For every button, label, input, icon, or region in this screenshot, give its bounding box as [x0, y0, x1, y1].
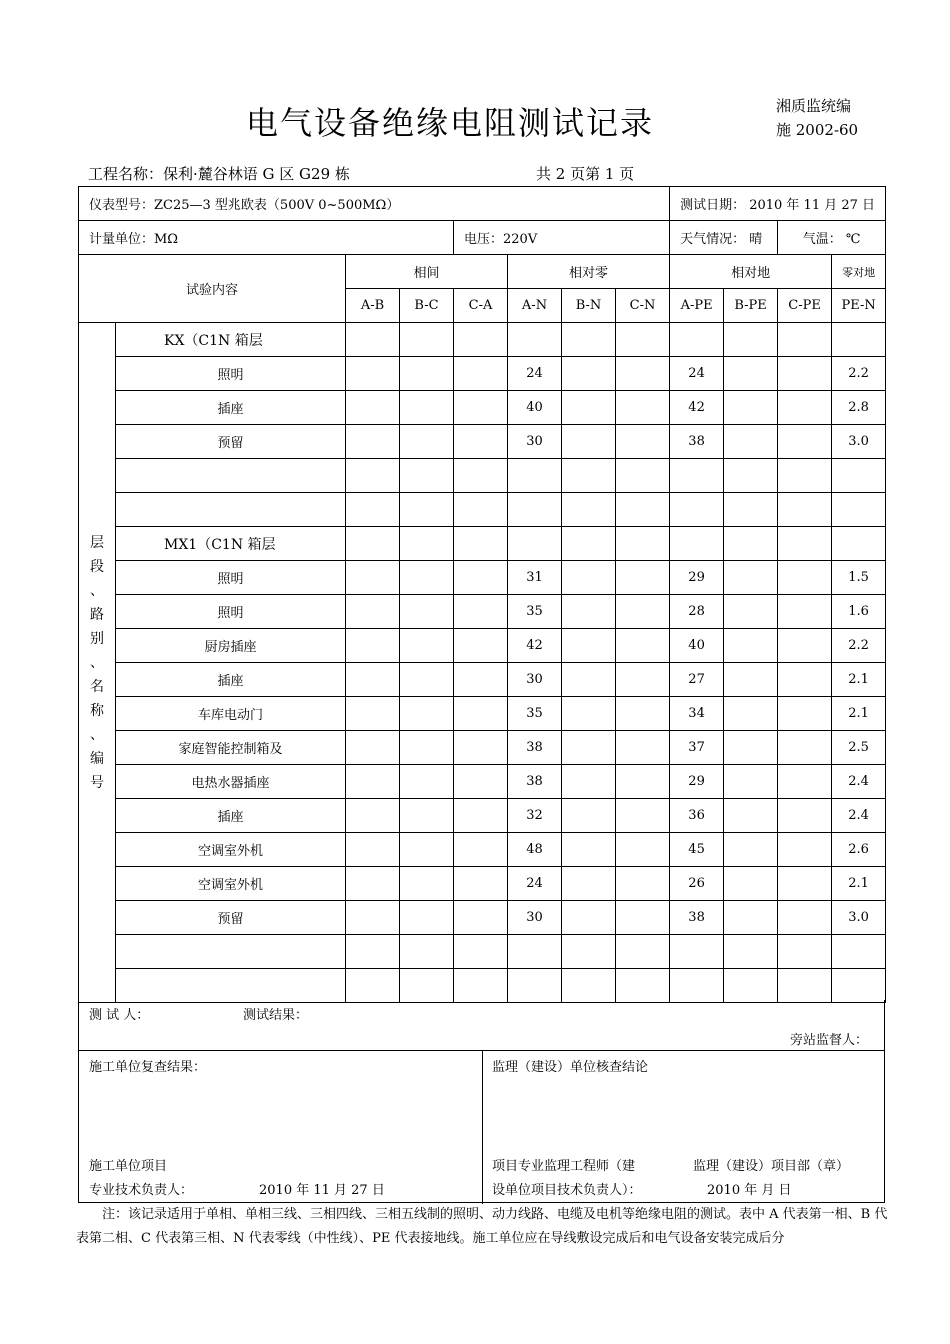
circuit-name: 插座 [116, 391, 346, 425]
contractor-date: 2010 年 11 月 27 日 [259, 1183, 385, 1198]
reading-b-pe [724, 357, 778, 391]
table-row [79, 493, 886, 527]
table-row [79, 561, 886, 595]
reading-c-pe [778, 527, 832, 561]
reading-c-pe [778, 935, 832, 969]
reading-a-n [508, 493, 562, 527]
circuit-name: 预留 [116, 425, 346, 459]
reading-b-n [562, 391, 616, 425]
reading-a-pe: 38 [670, 425, 724, 459]
subheader-c-pe: C-PE [778, 289, 832, 323]
table-row [79, 459, 886, 493]
circuit-name: 预留 [116, 901, 346, 935]
reading-b-pe [724, 323, 778, 357]
segment-name-char: 编 [90, 750, 104, 767]
reading-c-pe [778, 969, 832, 1003]
reading-a-n: 30 [508, 425, 562, 459]
reading-a-n: 24 [508, 867, 562, 901]
circuit-name: 照明 [116, 561, 346, 595]
reading-c-a [454, 901, 508, 935]
reading-a-n: 38 [508, 731, 562, 765]
reading-b-n [562, 765, 616, 799]
reading-c-n [616, 493, 670, 527]
reading-c-n [616, 323, 670, 357]
reading-b-c [400, 527, 454, 561]
reading-a-n [508, 527, 562, 561]
reading-b-pe [724, 425, 778, 459]
reading-c-a [454, 323, 508, 357]
review-section [78, 1050, 885, 1203]
header-test-content: 试验内容 [79, 255, 346, 323]
reading-b-n [562, 527, 616, 561]
reading-c-n [616, 799, 670, 833]
reading-b-c [400, 901, 454, 935]
reading-b-pe [724, 867, 778, 901]
reading-b-n [562, 323, 616, 357]
reading-b-c [400, 357, 454, 391]
table-row [79, 391, 886, 425]
circuit-name: 空调室外机 [116, 833, 346, 867]
reading-b-c [400, 833, 454, 867]
reading-c-n [616, 595, 670, 629]
table-row [79, 323, 886, 357]
temperature: 气温： ℃ [778, 221, 886, 255]
table-row [79, 731, 886, 765]
reading-a-b [346, 629, 400, 663]
segment-name-char: 、 [90, 654, 104, 671]
reading-b-c [400, 595, 454, 629]
header-phase-to-neutral: 相对零 [508, 255, 670, 289]
reading-c-a [454, 425, 508, 459]
supervisor-label: 旁站监督人： [789, 1033, 868, 1048]
reading-b-c [400, 731, 454, 765]
reading-b-pe [724, 459, 778, 493]
table-row [79, 765, 886, 799]
circuit-name [116, 459, 346, 493]
reading-pe-n: 3.0 [832, 425, 886, 459]
reading-b-n [562, 425, 616, 459]
contractor-review-label: 施工单位复查结果： [89, 1060, 207, 1075]
reading-c-a [454, 799, 508, 833]
reading-pe-n: 2.2 [832, 357, 886, 391]
reading-a-pe: 29 [670, 561, 724, 595]
reading-a-n: 35 [508, 697, 562, 731]
reading-c-n [616, 561, 670, 595]
reading-c-n [616, 527, 670, 561]
table-row [79, 799, 886, 833]
circuit-name: 插座 [116, 663, 346, 697]
reading-c-pe [778, 357, 832, 391]
reading-c-n [616, 425, 670, 459]
reading-pe-n [832, 969, 886, 1003]
reading-c-n [616, 629, 670, 663]
reading-a-n: 30 [508, 663, 562, 697]
segment-name-char: 别 [90, 630, 104, 647]
reading-pe-n: 1.5 [832, 561, 886, 595]
reading-a-n: 35 [508, 595, 562, 629]
segment-name-char: 段 [90, 558, 104, 575]
test-date: 测试日期： 2010 年 11 月 27 日 [670, 187, 886, 221]
reading-c-a [454, 629, 508, 663]
segment-name-char: 层 [90, 534, 104, 551]
table-row [79, 935, 886, 969]
reading-pe-n: 2.2 [832, 629, 886, 663]
reading-a-pe: 36 [670, 799, 724, 833]
circuit-name: 空调室外机 [116, 867, 346, 901]
reading-a-pe: 26 [670, 867, 724, 901]
reading-c-pe [778, 833, 832, 867]
reading-a-b [346, 391, 400, 425]
reading-a-b [346, 527, 400, 561]
reading-a-n: 32 [508, 799, 562, 833]
reading-b-c [400, 935, 454, 969]
reading-a-pe [670, 493, 724, 527]
reading-pe-n: 2.1 [832, 697, 886, 731]
weather: 天气情况： 晴 [670, 221, 778, 255]
table-row [79, 527, 886, 561]
segment-name-char: 、 [90, 726, 104, 743]
subheader-pe-n: PE-N [832, 289, 886, 323]
reading-a-b [346, 425, 400, 459]
reading-a-pe: 29 [670, 765, 724, 799]
table-row [79, 629, 886, 663]
reading-c-pe [778, 595, 832, 629]
reading-pe-n: 1.6 [832, 595, 886, 629]
reading-a-pe [670, 459, 724, 493]
reading-c-a [454, 595, 508, 629]
reading-b-pe [724, 697, 778, 731]
table-row [79, 697, 886, 731]
reading-c-pe [778, 561, 832, 595]
segment-name-label [79, 323, 116, 1003]
reading-pe-n: 2.1 [832, 663, 886, 697]
reading-pe-n: 2.6 [832, 833, 886, 867]
reading-a-b [346, 833, 400, 867]
reading-b-pe [724, 833, 778, 867]
reading-a-b [346, 901, 400, 935]
reading-c-n [616, 731, 670, 765]
reading-c-pe [778, 425, 832, 459]
reading-b-c [400, 969, 454, 1003]
circuit-name [116, 493, 346, 527]
reading-c-n [616, 663, 670, 697]
project-name: 工程名称：保利·麓谷林语 G 区 G29 栋 [88, 165, 350, 183]
reading-a-pe: 28 [670, 595, 724, 629]
reading-a-n: 42 [508, 629, 562, 663]
reading-a-b [346, 697, 400, 731]
reading-pe-n [832, 493, 886, 527]
reading-b-c [400, 459, 454, 493]
reading-c-n [616, 935, 670, 969]
reading-a-pe: 40 [670, 629, 724, 663]
subheader-b-pe: B-PE [724, 289, 778, 323]
reading-b-pe [724, 731, 778, 765]
reading-a-n: 31 [508, 561, 562, 595]
reading-pe-n: 3.0 [832, 901, 886, 935]
reading-pe-n: 2.5 [832, 731, 886, 765]
reading-c-pe [778, 765, 832, 799]
reading-a-b [346, 969, 400, 1003]
circuit-name: 厨房插座 [116, 629, 346, 663]
reading-b-n [562, 799, 616, 833]
reading-c-pe [778, 629, 832, 663]
circuit-name: 家庭智能控制箱及 [116, 731, 346, 765]
reading-a-pe [670, 323, 724, 357]
reading-b-n [562, 833, 616, 867]
reading-c-pe [778, 731, 832, 765]
reading-b-pe [724, 935, 778, 969]
supervision-date: 2010 年 月 日 [707, 1183, 792, 1198]
reading-a-pe [670, 935, 724, 969]
reading-pe-n [832, 935, 886, 969]
reading-c-n [616, 697, 670, 731]
circuit-name [116, 935, 346, 969]
reading-c-n [616, 867, 670, 901]
engineer-label-line1: 项目专业监理工程师（建 [492, 1159, 636, 1174]
reading-a-n [508, 459, 562, 493]
reading-c-n [616, 969, 670, 1003]
reading-a-n [508, 969, 562, 1003]
subheader-c-n: C-N [616, 289, 670, 323]
page-title: 电气设备绝缘电阻测试记录 [245, 104, 654, 142]
reading-c-n [616, 357, 670, 391]
supervision-conclusion-label: 监理（建设）单位核查结论 [492, 1060, 649, 1075]
subheader-b-c: B-C [400, 289, 454, 323]
page-count: 共 2 页第 1 页 [536, 165, 635, 183]
test-result-label: 测试结果： [243, 1008, 309, 1023]
reading-b-c [400, 493, 454, 527]
reading-c-pe [778, 697, 832, 731]
reading-c-pe [778, 459, 832, 493]
circuit-name: 插座 [116, 799, 346, 833]
reading-b-n [562, 629, 616, 663]
reading-c-a [454, 935, 508, 969]
reading-b-c [400, 765, 454, 799]
reading-a-b [346, 459, 400, 493]
reading-c-n [616, 833, 670, 867]
reading-a-n: 38 [508, 765, 562, 799]
table-row [79, 663, 886, 697]
reading-b-pe [724, 663, 778, 697]
reading-c-a [454, 697, 508, 731]
reading-a-b [346, 935, 400, 969]
reading-b-n [562, 561, 616, 595]
reading-c-a [454, 561, 508, 595]
table-row [79, 425, 886, 459]
subheader-b-n: B-N [562, 289, 616, 323]
reading-a-b [346, 493, 400, 527]
reading-b-c [400, 663, 454, 697]
reading-b-c [400, 799, 454, 833]
reading-c-a [454, 663, 508, 697]
reading-a-b [346, 731, 400, 765]
tester-label: 测 试 人： [89, 1008, 150, 1023]
reading-a-b [346, 323, 400, 357]
table-row [79, 833, 886, 867]
footnote: 注：该记录适用于单相、单相三线、三相四线、三相五线制的照明、动力线路、电缆及电机等绝缘电阻的测试。表中 A 代表第一相、B 代表第二相、C 代表第三相、N 代表零线（中性线）、PE 代表接地线。施工单位应在导线敷设完成后和电气设备安装完成后分 [76, 1207, 888, 1246]
reading-c-a [454, 527, 508, 561]
contractor-project-label: 施工单位项目 [89, 1159, 168, 1174]
reading-b-n [562, 901, 616, 935]
reading-b-pe [724, 969, 778, 1003]
reading-a-b [346, 561, 400, 595]
reading-a-b [346, 595, 400, 629]
reading-pe-n: 2.4 [832, 765, 886, 799]
reading-c-a [454, 867, 508, 901]
reading-b-n [562, 731, 616, 765]
segment-name-char: 称 [90, 702, 104, 719]
circuit-name: MX1（C1N 箱层 [116, 527, 346, 561]
reading-c-pe [778, 493, 832, 527]
reading-c-n [616, 459, 670, 493]
reading-pe-n: 2.4 [832, 799, 886, 833]
test-record-table [78, 186, 886, 1003]
measure-unit: 计量单位：MΩ [79, 221, 454, 255]
circuit-name: 车库电动门 [116, 697, 346, 731]
reading-c-a [454, 969, 508, 1003]
table-row [79, 901, 886, 935]
form-code-line2: 施 2002-60 [776, 121, 859, 139]
reading-pe-n [832, 459, 886, 493]
reading-b-pe [724, 901, 778, 935]
header-phase-to-ground: 相对地 [670, 255, 832, 289]
form-code [776, 94, 858, 142]
reading-c-pe [778, 323, 832, 357]
reading-a-pe [670, 527, 724, 561]
subheader-a-n: A-N [508, 289, 562, 323]
reading-a-pe: 42 [670, 391, 724, 425]
reading-a-pe: 37 [670, 731, 724, 765]
reading-b-c [400, 697, 454, 731]
reading-b-pe [724, 799, 778, 833]
reading-b-n [562, 493, 616, 527]
reading-c-n [616, 901, 670, 935]
reading-a-pe: 38 [670, 901, 724, 935]
reading-a-b [346, 867, 400, 901]
table-row [79, 969, 886, 1003]
reading-b-n [562, 697, 616, 731]
reading-b-c [400, 425, 454, 459]
reading-c-pe [778, 799, 832, 833]
circuit-name [116, 969, 346, 1003]
reading-pe-n: 2.1 [832, 867, 886, 901]
reading-a-n [508, 935, 562, 969]
segment-name-char: 名 [90, 678, 104, 695]
circuit-name: 照明 [116, 595, 346, 629]
reading-a-n: 48 [508, 833, 562, 867]
segment-name-char: 号 [90, 774, 104, 791]
reading-b-pe [724, 391, 778, 425]
engineer-label-line2: 设单位项目技术负责人）： [492, 1183, 642, 1198]
reading-b-pe [724, 595, 778, 629]
segment-name-char: 路 [90, 606, 104, 623]
reading-b-c [400, 561, 454, 595]
table-row [79, 595, 886, 629]
reading-c-pe [778, 901, 832, 935]
header-neutral-to-ground: 零对地 [832, 255, 886, 289]
subheader-c-a: C-A [454, 289, 508, 323]
segment-name-char: 、 [90, 582, 104, 599]
reading-c-a [454, 391, 508, 425]
instrument-model: 仪表型号：ZC25—3 型兆欧表（500V 0~500MΩ） [79, 187, 670, 221]
reading-c-a [454, 357, 508, 391]
reading-c-n [616, 391, 670, 425]
review-divider [482, 1051, 483, 1204]
reading-a-n [508, 323, 562, 357]
form-code-line1: 湘质监统编 [776, 97, 852, 115]
reading-b-n [562, 459, 616, 493]
reading-c-pe [778, 663, 832, 697]
reading-b-c [400, 323, 454, 357]
header-phase-to-phase: 相间 [346, 255, 508, 289]
reading-c-a [454, 459, 508, 493]
reading-a-n: 30 [508, 901, 562, 935]
reading-b-n [562, 595, 616, 629]
reading-b-n [562, 357, 616, 391]
subheader-a-b: A-B [346, 289, 400, 323]
reading-a-pe: 24 [670, 357, 724, 391]
reading-b-c [400, 867, 454, 901]
circuit-name: 照明 [116, 357, 346, 391]
reading-c-pe [778, 867, 832, 901]
table-row [79, 357, 886, 391]
subheader-a-pe: A-PE [670, 289, 724, 323]
circuit-name: KX（C1N 箱层 [116, 323, 346, 357]
reading-b-n [562, 969, 616, 1003]
reading-a-b [346, 357, 400, 391]
reading-c-a [454, 765, 508, 799]
reading-b-pe [724, 561, 778, 595]
supervision-dept-label: 监理（建设）项目部（章） [693, 1159, 850, 1174]
reading-a-b [346, 663, 400, 697]
technical-lead-label: 专业技术负责人： [89, 1183, 194, 1198]
reading-b-n [562, 935, 616, 969]
tester-section [78, 1000, 885, 1051]
reading-a-b [346, 765, 400, 799]
reading-c-pe [778, 391, 832, 425]
reading-a-n: 40 [508, 391, 562, 425]
reading-c-a [454, 493, 508, 527]
voltage: 电压：220V [454, 221, 670, 255]
reading-b-pe [724, 629, 778, 663]
reading-c-a [454, 731, 508, 765]
reading-b-c [400, 391, 454, 425]
reading-a-n: 24 [508, 357, 562, 391]
reading-b-pe [724, 765, 778, 799]
reading-b-n [562, 867, 616, 901]
circuit-name: 电热水器插座 [116, 765, 346, 799]
reading-pe-n: 2.8 [832, 391, 886, 425]
reading-pe-n [832, 527, 886, 561]
table-row [79, 867, 886, 901]
reading-b-c [400, 629, 454, 663]
reading-a-pe: 34 [670, 697, 724, 731]
reading-a-b [346, 799, 400, 833]
reading-b-pe [724, 493, 778, 527]
reading-b-pe [724, 527, 778, 561]
reading-pe-n [832, 323, 886, 357]
reading-c-n [616, 765, 670, 799]
reading-a-pe: 27 [670, 663, 724, 697]
reading-c-a [454, 833, 508, 867]
reading-b-n [562, 663, 616, 697]
reading-a-pe: 45 [670, 833, 724, 867]
reading-a-pe [670, 969, 724, 1003]
